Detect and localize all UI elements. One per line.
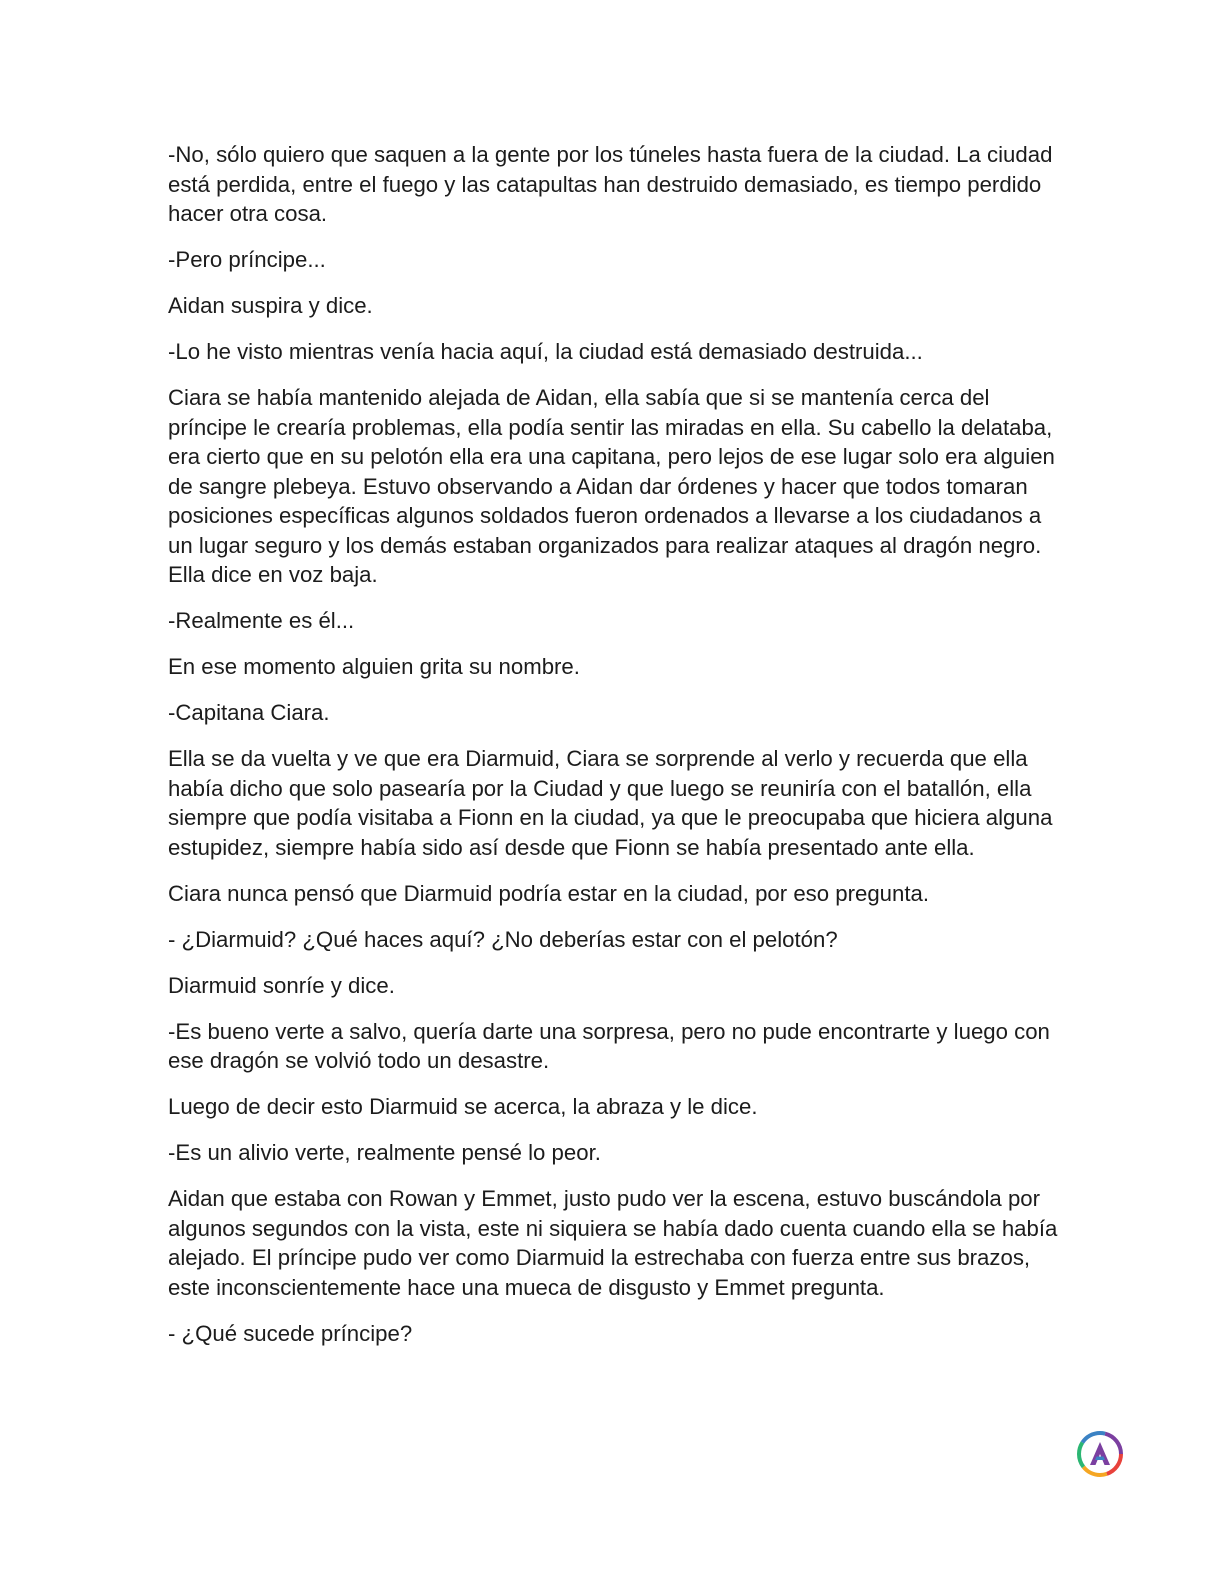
paragraph: Ciara se había mantenido alejada de Aidan, ella sabía que si se mantenía cerca del príncipe le crearía problemas, ella podía sentir las miradas en ella. Su cabello la delataba, era cierto que en su pelotón ella era una capitana, pero lejos de ese lugar solo era alguien de sangre plebeya. Estuvo observando a Aidan dar órdenes y hacer que todos tomaran posiciones específicas algunos soldados fueron ordenados a llevarse a los ciudadanos a un lugar seguro y los demás estaban organizados para realizar ataques al dragón negro. Ella dice en voz baja. <box>168 385 1055 587</box>
paragraph: - ¿Qué sucede príncipe? <box>168 1320 413 1346</box>
paragraph: -Lo he visto mientras venía hacia aquí, la ciudad está demasiado destruida... <box>168 339 923 364</box>
paragraph: -Es un alivio verte, realmente pensé lo peor. <box>168 1140 601 1165</box>
paragraph: -Realmente es él... <box>168 608 355 633</box>
body-text <box>168 140 1058 1365</box>
paragraph: -Es bueno verte a salvo, quería darte una sorpresa, pero no pude encontrarte y luego con ese dragón se volvió todo un desastre. <box>168 1018 1050 1073</box>
paragraph: Luego de decir esto Diarmuid se acerca, la abraza y le dice. <box>168 1094 758 1119</box>
paragraph: Diarmuid sonríe y dice. <box>168 972 395 998</box>
paragraph: Ciara nunca pensó que Diarmuid podría estar en la ciudad, por eso pregunta. <box>168 880 930 906</box>
paragraph: Aidan suspira y dice. <box>168 293 373 318</box>
paragraph: - ¿Diarmuid? ¿Qué haces aquí? ¿No deberías estar con el pelotón? <box>168 926 838 952</box>
paragraph: -Capitana Ciara. <box>168 700 330 725</box>
publisher-a-logo-icon <box>1076 1430 1124 1478</box>
paragraph: -No, sólo quiero que saquen a la gente por los túneles hasta fuera de la ciudad. La ciudad está perdida, entre el fuego y las catapultas han destruido demasiado, es tiempo perdido hacer otra cosa. <box>168 142 1053 226</box>
paragraph: En ese momento alguien grita su nombre. <box>168 654 580 679</box>
paragraph: Aidan que estaba con Rowan y Emmet, justo pudo ver la escena, estuvo buscándola por algunos segundos con la vista, este ni siquiera se había dado cuenta cuando ella se había alejado. El príncipe pudo ver como Diarmuid la estrechaba con fuerza entre sus brazos, este inconscientemente hace una mueca de disgusto y Emmet pregunta. <box>168 1186 1058 1300</box>
paragraph: Ella se da vuelta y ve que era Diarmuid, Ciara se sorprende al verlo y recuerda que ella había dicho que solo pasearía por la Ciudad y que luego se reuniría con el batallón, ella siempre que podía visitaba a Fionn en la ciudad, ya que le preocupaba que hiciera alguna estupidez, siempre había sido así desde que Fionn se había presentado ante ella. <box>168 746 1053 860</box>
paragraph: -Pero príncipe... <box>168 247 326 272</box>
